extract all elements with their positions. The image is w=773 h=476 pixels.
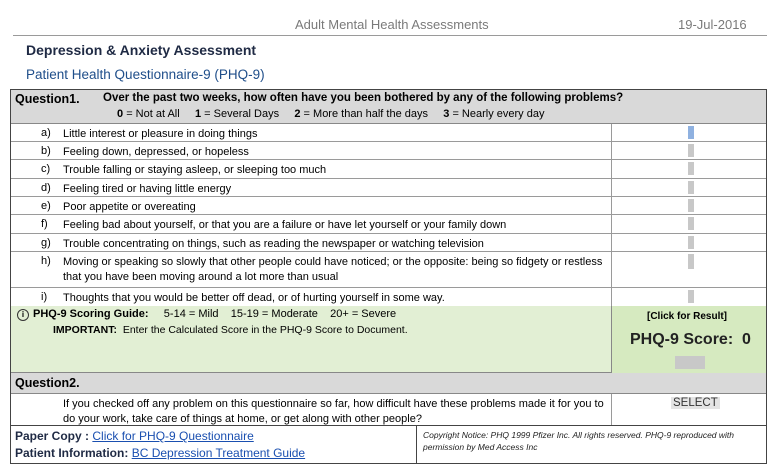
question-row-b	[11, 142, 766, 160]
question2-header	[11, 373, 766, 394]
answer-selector-e[interactable]	[688, 199, 694, 212]
item-text: Poor appetite or overeating	[63, 201, 196, 213]
item-letter: f)	[41, 218, 48, 230]
important-text: Enter the Calculated Score in the PHQ-9 Score to Document.	[122, 324, 408, 336]
item-letter: i)	[41, 291, 48, 303]
question-row-e	[11, 197, 766, 215]
item-letter: c)	[41, 163, 51, 175]
answer-divider	[611, 252, 612, 287]
question-row-a	[11, 124, 766, 142]
scale-label-2: = More than half the days	[303, 108, 428, 120]
header-title: Adult Mental Health Assessments	[295, 17, 489, 32]
phq9-score-value: 0	[742, 331, 751, 348]
item-text: Feeling bad about yourself, or that you are a failure or have let yourself or your family down	[63, 219, 507, 231]
header-date: 19-Jul-2016	[678, 17, 747, 32]
scoring-guide	[33, 308, 396, 320]
scale-label-0: = Not at All	[126, 108, 180, 120]
patient-info-line	[15, 446, 305, 460]
form-subtitle: Patient Health Questionnaire-9 (PHQ-9)	[26, 67, 265, 82]
click-for-result-button[interactable]: [Click for Result]	[647, 311, 728, 322]
result-panel	[611, 306, 766, 373]
question1-header	[11, 90, 766, 124]
answer-divider	[611, 160, 612, 178]
answer-selector-d[interactable]	[688, 181, 694, 194]
important-note	[53, 324, 408, 336]
answer-divider	[611, 142, 612, 159]
item-text: Feeling tired or having little energy	[63, 183, 232, 195]
answer-selector-g[interactable]	[688, 236, 694, 249]
answer-divider	[611, 197, 612, 214]
answer-scale	[117, 108, 544, 120]
item-text: Trouble concentrating on things, such as reading the newspaper or watching television	[63, 238, 484, 250]
paper-copy-label: Paper Copy :	[15, 429, 90, 443]
footer-links	[11, 426, 416, 463]
patient-info-label: Patient Information:	[15, 446, 129, 460]
question2-label: Question2.	[15, 376, 80, 390]
form-title: Depression & Anxiety Assessment	[26, 42, 257, 58]
scale-label-1: = Several Days	[204, 108, 280, 120]
answer-selector-a[interactable]	[688, 126, 694, 139]
item-text: Feeling down, depressed, or hopeless	[63, 146, 249, 158]
scale-value-3: 3	[443, 108, 450, 120]
answer-divider	[611, 288, 612, 306]
question1-text: Over the past two weeks, how often have you been bothered by any of the following problems?	[103, 92, 624, 104]
scoring-section	[11, 306, 766, 373]
item-text: Trouble falling or staying asleep, or sleeping too much	[63, 164, 327, 176]
paper-copy-line	[15, 429, 254, 443]
treatment-guide-link[interactable]: BC Depression Treatment Guide	[131, 446, 306, 460]
answer-selector-b[interactable]	[688, 144, 694, 157]
answer-selector-c[interactable]	[688, 162, 694, 175]
item-letter: d)	[41, 182, 51, 194]
header-divider	[13, 35, 767, 36]
question1-label: Question1.	[15, 92, 80, 106]
item-text: Moving or speaking so slowly that other people could have noticed; or the opposite: being so fidgety or restless that you have been moving around a lot more than usual	[63, 256, 603, 283]
answer-selector-f[interactable]	[688, 217, 694, 230]
answer-selector-i[interactable]	[688, 290, 694, 303]
scale-value-0: 0	[117, 108, 124, 120]
scoring-ranges: 5-14 = Mild 15-19 = Moderate 20+ = Severe	[163, 308, 397, 320]
item-letter: e)	[41, 200, 51, 212]
question2-text: If you checked off any problem on this questionnaire so far, how difficult have these problems made it for you to do your work, take care of things at home, or get along with other people?	[63, 398, 604, 425]
phq9-questionnaire-link[interactable]: Click for PHQ-9 Questionnaire	[92, 429, 254, 443]
info-icon: i	[17, 309, 29, 321]
question-row-c	[11, 160, 766, 179]
answer-divider	[611, 179, 612, 196]
answer-divider	[611, 234, 612, 251]
scoring-guide-label: PHQ-9 Scoring Guide:	[33, 308, 149, 320]
item-text: Little interest or pleasure in doing things	[63, 128, 258, 140]
score-field[interactable]	[675, 356, 705, 369]
item-text: Thoughts that you would be better off dead, or of hurting yourself in some way.	[63, 292, 445, 304]
question-row-h	[11, 252, 766, 288]
question2-row	[11, 394, 766, 426]
scale-label-3: = Nearly every day	[452, 108, 545, 120]
scale-value-1: 1	[194, 108, 202, 120]
question-row-g	[11, 234, 766, 252]
question2-select-dropdown[interactable]: SELECT	[673, 397, 718, 409]
answer-selector-h[interactable]	[688, 254, 694, 269]
item-letter: h)	[41, 255, 51, 267]
scale-value-2: 2	[294, 108, 301, 120]
phq9-score-label: PHQ-9 Score:	[630, 331, 734, 348]
question-row-i	[11, 288, 766, 306]
answer-divider	[611, 394, 612, 425]
item-letter: g)	[41, 237, 51, 249]
questionnaire-box	[10, 89, 767, 464]
copyright-notice: Copyright Notice: PHQ 1999 Pfizer Inc. All rights reserved. PHQ-9 reproduced with permission by Med Access Inc	[423, 430, 735, 452]
answer-divider	[611, 124, 612, 141]
item-letter: b)	[41, 145, 51, 157]
answer-divider	[611, 215, 612, 233]
question-row-d	[11, 179, 766, 197]
question-row-f	[11, 215, 766, 234]
item-letter: a)	[41, 127, 51, 139]
footer-divider	[416, 426, 417, 463]
important-label: IMPORTANT:	[53, 324, 117, 336]
